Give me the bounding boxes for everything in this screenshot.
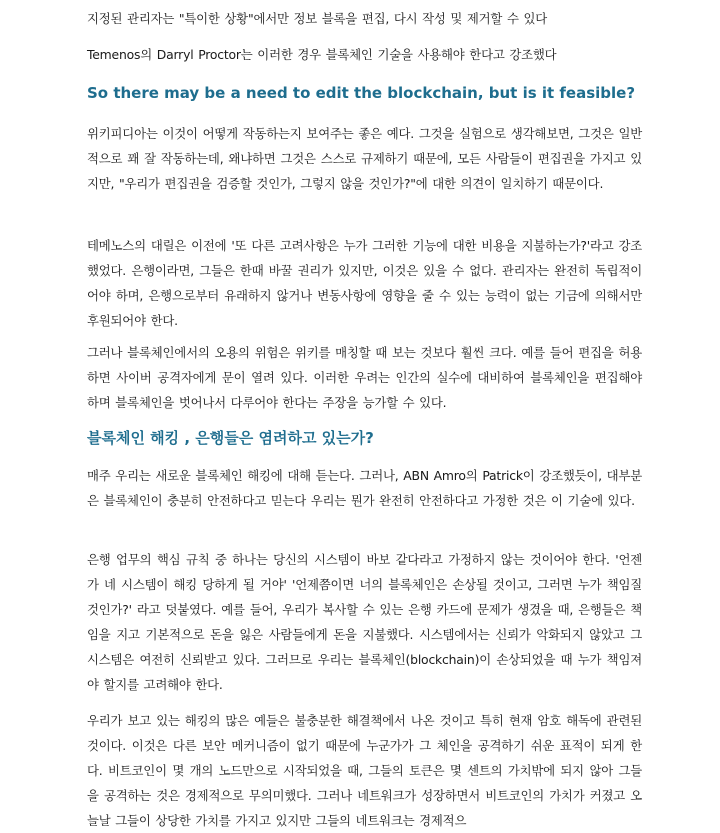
section-heading-edit-feasibility: So there may be a need to edit the blockchain, but is it feasible?: [87, 84, 636, 102]
paragraph-weekly-hacks: 매주 우리는 새로운 블록체인 해킹에 대해 듣는다. 그러나, ABN Amro의 Patrick이 강조했듯이, 대부분은 블록체인이 충분히 안전하다고 믿는다 우리는 뭔가 완전히 안전하다고 가정한 것은 이 기술에 있다.: [87, 468, 642, 508]
paragraph-admin-editing: 지정된 관리자는 "특이한 상황"에서만 정보 블록을 편집, 다시 작성 및 제거할 수 있다: [87, 11, 547, 26]
paragraph-temenos-cost: 테메노스의 대릴은 이전에 '또 다른 고려사항은 누가 그러한 기능에 대한 비용을 지불하는가?'라고 강조했었다. 은행이라면, 그들은 한때 바꿀 권리가 있지만, 이것은 있을 수 없다. 관리자는 완전히 독립적이어야 하며, 은행으로부터 유래하지 않거나 변동사항에 영향을 줄 수 있는 능력이 없는 기금에 의해서만 후원되어야 한다.: [87, 238, 642, 328]
paragraph-wikipedia-example: 위키피디아는 이것이 어떻게 작동하는지 보여주는 좋은 예다. 그것을 실험으로 생각해보면, 그것은 일반적으로 꽤 잘 작동하는데, 왜냐하면 그것은 스스로 규제하기 때문에, 모든 사람들이 편집권을 가지고 있지만, "우리가 편집권을 검증할 것인가, 그렇지 않을 것인가?"에 대한 의견이 일치하기 때문이다.: [87, 126, 642, 191]
paragraph-misuse-risk: 그러나 블록체인에서의 오용의 위험은 위키를 매칭할 때 보는 것보다 훨씬 크다. 예를 들어 편집을 허용하면 사이버 공격자에게 문이 열려 있다. 이러한 우려는 인간의 실수에 대비하여 블록체인을 편집해야 하며 블록체인을 벗어나서 다루어야 한다는 주장을 능가할 수 있다.: [87, 345, 642, 410]
paragraph-hacking-examples: 우리가 보고 있는 해킹의 많은 예들은 불충분한 해결책에서 나온 것이고 특히 현재 암호 해독에 관련된 것이다. 이것은 다른 보안 메커니즘이 없기 때문에 누군가가 그 체인을 공격하기 쉬운 표적이 되게 한다. 비트코인이 몇 개의 노드만으로 시작되었을 때, 그들의 토큰은 몇 센트의 가치밖에 되지 않아 그들을 공격하는 것은 경제적으로 무의미했다. 그러나 네트워크가 성장하면서 비트코인의 가치가 커졌고 오늘날 그들이 상당한 가치를 가지고 있지만 그들의 네트워크는 경제적으: [87, 713, 642, 828]
paragraph-temenos-quote: Temenos의 Darryl Proctor는 이러한 경우 블록체인 기술을 사용해야 한다고 강조했다: [87, 47, 557, 62]
section-heading-hacking: 블록체인 해킹 , 은행들은 염려하고 있는가?: [87, 429, 374, 447]
paragraph-banking-rules: 은행 업무의 핵심 규칙 중 하나는 당신의 시스템이 바보 같다라고 가정하지 않는 것이어야 한다. '언젠가 네 시스템이 해킹 당하게 될 거야' '언제쯤이면 너의 블록체인은 손상될 것이고, 그러면 누가 책임질 것인가?' 라고 덧붙였다. 예를 들어, 우리가 복사할 수 있는 은행 카드에 문제가 생겼을 때, 은행들은 책임을 지고 기본적으로 돈을 잃은 사람들에게 돈을 지불했다. 시스템에서는 신뢰가 악화되지 않았고 그 시스템은 여전히 신뢰받고 있다. 그러므로 우리는 블록체인(blockchain)이 손상되었을 때 누가 책임져야 할지를 고려해야 한다.: [87, 552, 642, 692]
